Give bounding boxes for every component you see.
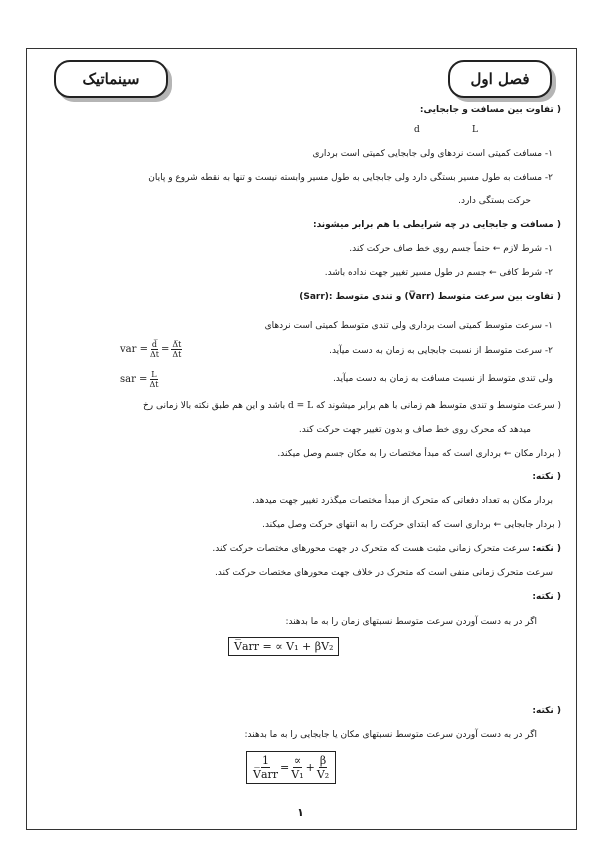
chapter-title: فصل اول xyxy=(470,70,530,88)
text-line: سرعت متحرک زمانی منفی است که متحرک در خلاف جهت محورهای مختصات حرکت کند. xyxy=(214,568,553,578)
fraction-numerator: d̅ xyxy=(151,340,158,349)
eq-lhs: sar = xyxy=(120,374,148,385)
fraction xyxy=(291,754,303,781)
fraction xyxy=(171,340,182,359)
eq-lhs: var = xyxy=(120,344,148,355)
fraction xyxy=(150,340,159,359)
text-line: حرکت بستگی دارد. xyxy=(458,196,531,206)
page-number: ۱ xyxy=(297,806,304,819)
heading-distance-vs-displacement: ( تفاوت بین مسافت و جابجایی: xyxy=(419,105,561,115)
eq-sign: = xyxy=(280,761,290,774)
plus-sign: + xyxy=(305,761,315,774)
text-line: اگر در به دست آوردن سرعت متوسط نسبتهای زمان را به ما بدهند: xyxy=(285,617,537,627)
text-line: ( بردار جابجایی ← برداری است که ابتدای حرکت را به انتهای حرکت وصل میکند. xyxy=(262,520,561,530)
weighted-time-formula xyxy=(228,637,339,656)
heading-velocity-vs-speed xyxy=(299,291,561,303)
text-line: ۱- سرعت متوسط کمیتی است برداری ولی تندی متوسط کمیتی است نردهای xyxy=(264,321,553,331)
fraction-denominator: V₁ xyxy=(291,768,304,781)
note-label: ( نکته: xyxy=(532,472,561,482)
symbol-d: d xyxy=(414,125,420,135)
topic-title: سینماتیک xyxy=(82,70,140,88)
text-line: ( بردار مکان ← برداری است که مبدأ مختصات را به مکان جسم وصل میکند. xyxy=(277,449,561,459)
weighted-displacement-formula xyxy=(246,751,336,784)
note-label: ( نکته: xyxy=(532,592,561,602)
fraction-numerator: β xyxy=(319,754,327,767)
fraction-denominator: Δt xyxy=(149,350,159,359)
text-line xyxy=(143,400,561,412)
avg-velocity-equation xyxy=(120,340,184,359)
fraction-numerator: Δ̅t xyxy=(172,340,182,349)
text-part: سرعت متحرک زمانی مثبت هست که متحرک در جهت محورهای مختصات حرکت کند. xyxy=(212,544,530,554)
page-frame xyxy=(26,48,577,830)
avg-velocity-symbol: (V̅arr) xyxy=(404,292,435,302)
fraction-denominator: Δt xyxy=(149,380,159,389)
boxed-formula: V̅arr = ∝ V₁ + βV₂ xyxy=(228,637,339,656)
inline-equation: d = L xyxy=(288,401,314,411)
fraction-numerator: ∝ xyxy=(293,754,302,767)
text-line xyxy=(212,543,561,555)
heading-equality-conditions: ( مسافت و جابجایی در چه شرایطی با هم برابر میشوند: xyxy=(312,220,561,230)
fraction xyxy=(253,754,278,781)
text-line: اگر در به دست آوردن سرعت متوسط نسبتهای مکان یا جابجایی را به ما بدهند: xyxy=(244,730,537,740)
fraction xyxy=(149,370,158,389)
text-part: ( سرعت متوسط و تندی متوسط هم زمانی با هم برابر میشوند که xyxy=(315,401,561,411)
text-line: بردار مکان به تعداد دفعاتی که متحرک از مبدأ مختصات میگذرد تغییر جهت میدهد. xyxy=(252,496,553,506)
text-line: ۲- شرط کافی ← جسم در طول مسیر تغییر جهت نداده باشد. xyxy=(324,268,553,278)
text-part: باشد و این هم طبق نکته بالا زمانی رخ xyxy=(142,401,286,411)
note-label: ( نکته: xyxy=(532,706,561,716)
avg-speed-equation xyxy=(120,370,160,389)
fraction-denominator: V̅arr xyxy=(253,768,279,781)
fraction-numerator: 1 xyxy=(262,754,270,767)
fraction xyxy=(317,754,329,781)
text-line: میدهد که محرک روی خط صاف و بدون تغییر جهت حرکت کند. xyxy=(298,425,531,435)
fraction-denominator: Δt xyxy=(172,350,182,359)
note-label: ( نکته: xyxy=(532,544,561,554)
text-line: ۲- مسافت به طول مسیر بستگی دارد ولی جابجایی به طول مسیر وابسته نیست و تنها به نقطه شروع و پایان xyxy=(148,173,553,183)
fraction-numerator: L xyxy=(151,370,157,379)
text-line: ولی تندی متوسط از نسبت مسافت به زمان به دست میآید. xyxy=(332,374,553,384)
heading-part: ( تفاوت بین سرعت متوسط xyxy=(437,292,561,302)
text-line: ۱- مسافت کمیتی است نردهای ولی جابجایی کمیتی است برداری xyxy=(312,149,553,159)
boxed-formula xyxy=(246,751,336,784)
text-line: ۱- شرط لازم ← حتماً جسم روی خط صاف حرکت کند. xyxy=(349,244,553,254)
heading-part: و تندی متوسط xyxy=(335,292,402,302)
symbol-L: L xyxy=(472,125,478,135)
fraction-denominator: V₂ xyxy=(316,768,330,781)
topic-badge xyxy=(54,60,168,98)
eq-sign: = xyxy=(160,344,170,355)
avg-speed-symbol: (Sarr): xyxy=(299,292,333,302)
chapter-badge xyxy=(448,60,552,98)
text-line: ۲- سرعت متوسط از نسبت جابجایی به زمان به دست میآید. xyxy=(329,346,553,356)
